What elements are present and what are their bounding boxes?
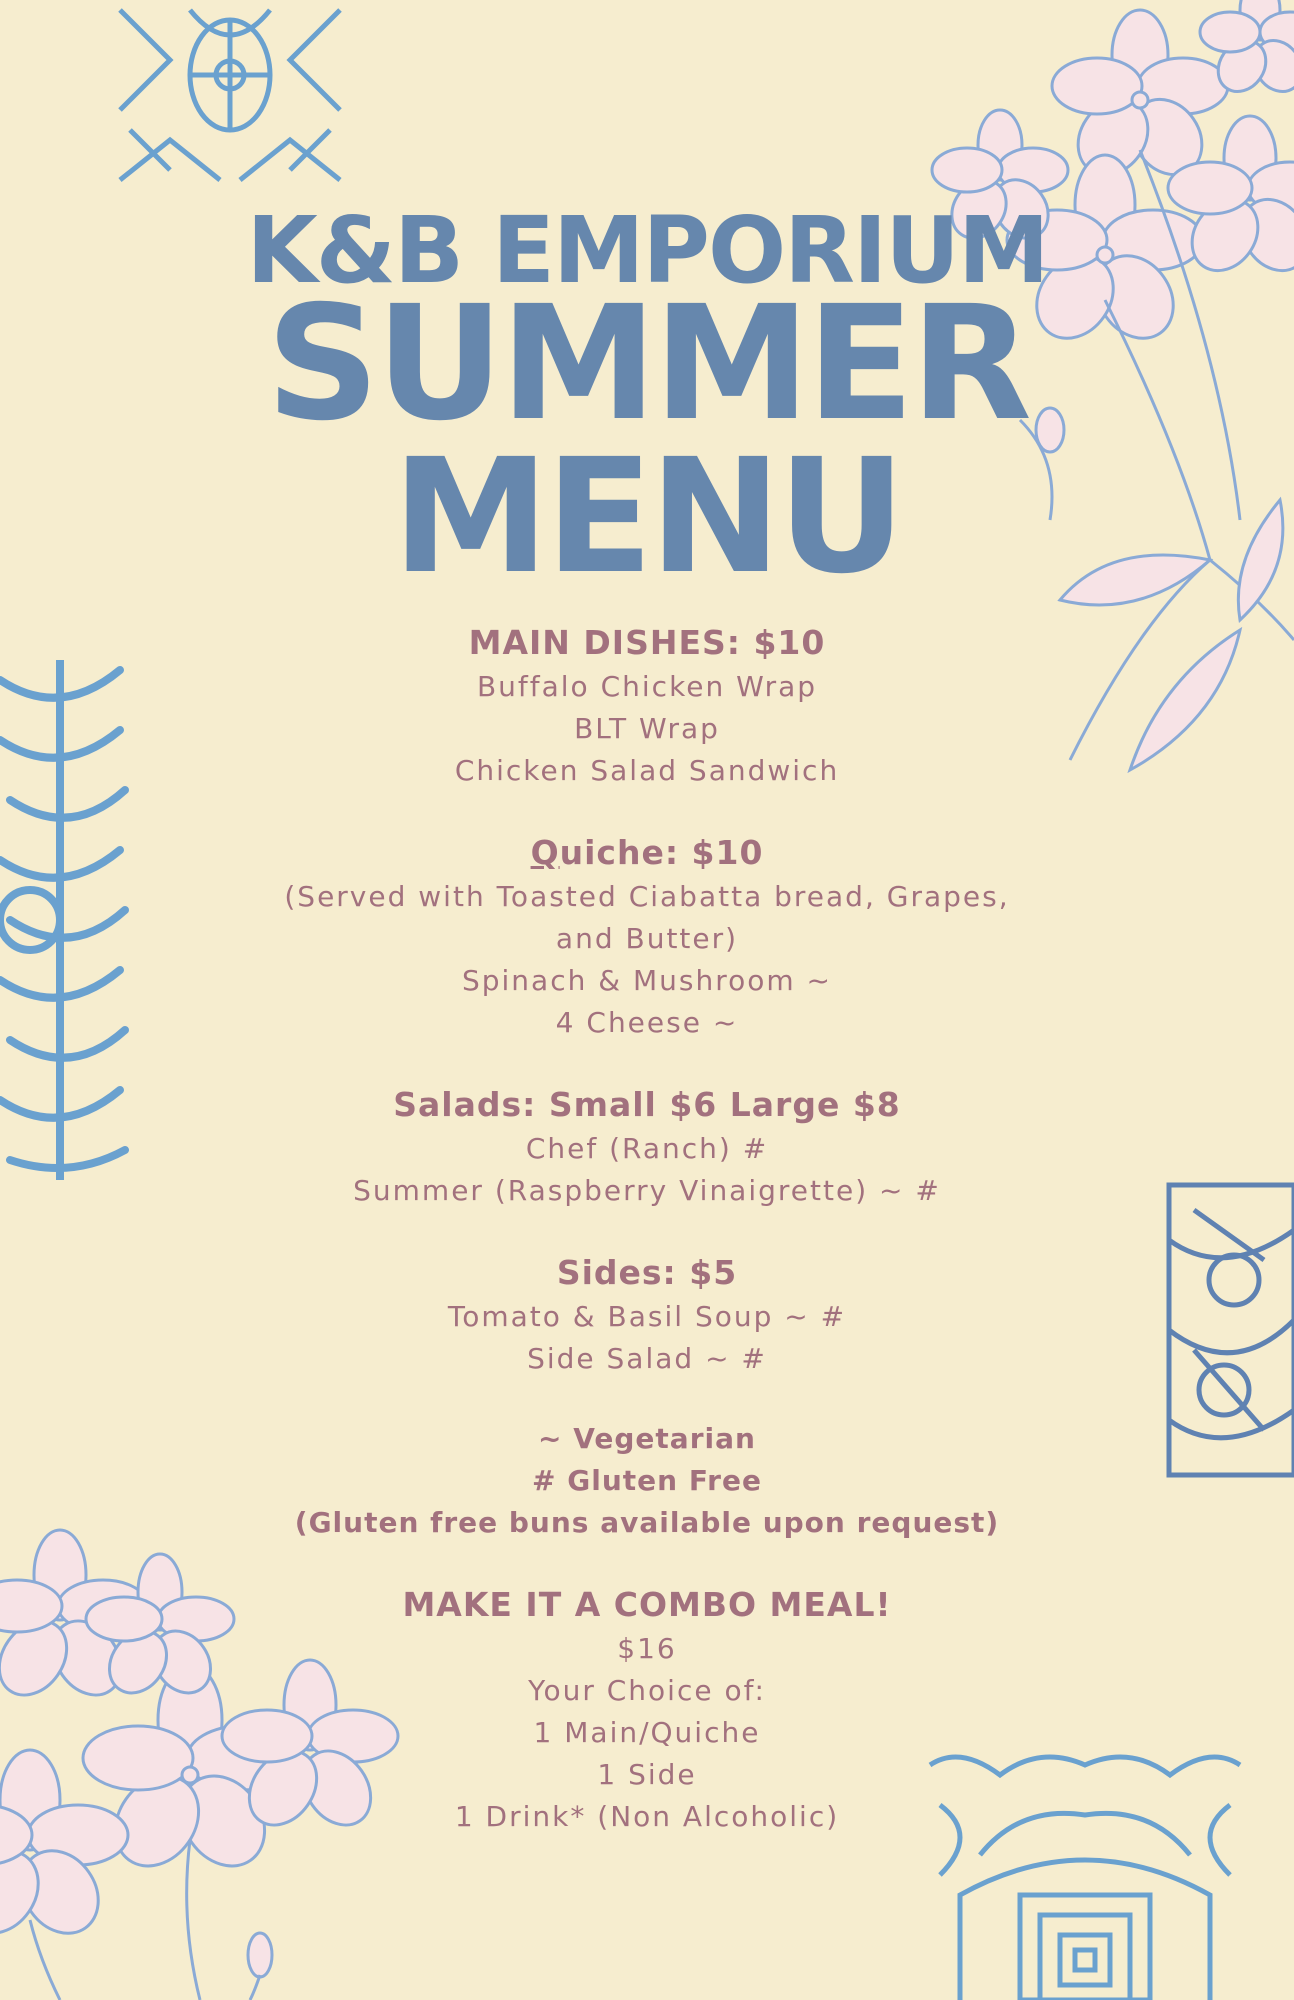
salads-section: [0, 1082, 1294, 1212]
quiche-note-continued: and Butter): [555, 922, 739, 955]
menu-item: Chef (Ranch) #: [525, 1132, 769, 1165]
quiche-heading: Quiche: $10: [530, 833, 764, 872]
combo-price: $16: [617, 1632, 677, 1665]
menu-content: [0, 620, 1294, 1876]
menu-item: 4 Cheese ~: [555, 1006, 739, 1039]
main-dishes-heading: MAIN DISHES: $10: [468, 623, 826, 662]
menu-item: Spinach & Mushroom ~: [461, 964, 833, 997]
menu-item: BLT Wrap: [574, 712, 720, 745]
salads-heading: Salads: Small $6 Large $8: [393, 1085, 901, 1124]
menu-item: Side Salad ~ #: [527, 1342, 767, 1375]
sides-heading: Sides: $5: [556, 1253, 738, 1292]
vegetarian-legend: ~ Vegetarian: [538, 1422, 756, 1455]
menu-item: Buffalo Chicken Wrap: [476, 670, 818, 703]
legend-section: [0, 1418, 1294, 1544]
combo-line: 1 Drink* (Non Alcoholic): [454, 1800, 840, 1833]
menu-item: Chicken Salad Sandwich: [454, 754, 840, 787]
gluten-free-legend: # Gluten Free: [532, 1464, 762, 1497]
menu-item: Summer (Raspberry Vinaigrette) ~ #: [353, 1174, 941, 1207]
top-left-tile-pattern: [110, 0, 350, 185]
main-dishes-section: [0, 620, 1294, 792]
sides-section: [0, 1250, 1294, 1380]
store-name: K&B EMPORIUM: [246, 197, 1048, 304]
gluten-free-note: (Gluten free buns available upon request): [294, 1506, 1000, 1539]
combo-line: 1 Main/Quiche: [533, 1716, 761, 1749]
quiche-note: (Served with Toasted Ciabatta bread, Grapes,: [284, 880, 1010, 913]
combo-heading: MAKE IT A COMBO MEAL!: [402, 1585, 892, 1624]
menu-title-menu: MENU: [392, 425, 902, 609]
combo-line: 1 Side: [597, 1758, 697, 1791]
quiche-section: [0, 830, 1294, 1044]
menu-item: Tomato & Basil Soup ~ #: [447, 1300, 847, 1333]
combo-section: [0, 1582, 1294, 1838]
combo-line: Your Choice of:: [528, 1674, 766, 1707]
menu-title-summer: SUMMER: [265, 272, 1029, 456]
